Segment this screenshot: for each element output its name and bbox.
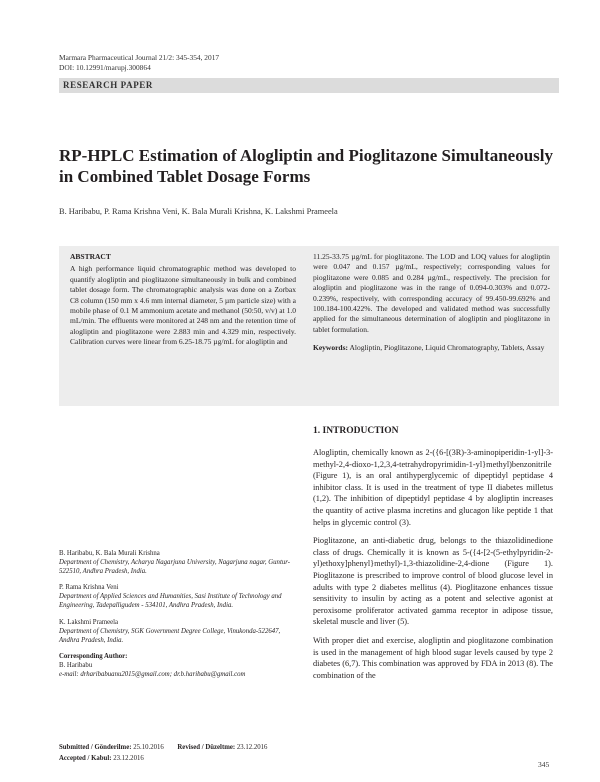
abstract-heading: ABSTRACT	[70, 252, 111, 261]
doi-line: DOI: 10.12991/marupj.300864	[59, 62, 151, 72]
keywords-label: Keywords:	[313, 343, 348, 353]
abstract-text-left: A high performance liquid chromatographic method was developed to quantify alogliptin and pioglitazone simultaneously in bulk and combined tablet dosage form. The chromatographic analysis was done on a Zorbax C8 column (150 mm x 4.6 mm internal diameter, 5 µm particle size) with a mobile phase of 0.1 M ammonium acetate and methanol (50:50, v/v) at 1.0 mL/min. The effluents were monitored at 248 nm and the retention time of alogliptin and pioglitazone were 2.883 min and 4.329 min, respectively. Calibration curves were linear from 6.25-18.75 µg/mL for alogliptin and	[70, 264, 296, 347]
journal-citation	[59, 53, 219, 72]
corresponding-email: e-mail: drharibabuanu2015@gmail.com; dr.b.haribabu@gmail.com	[59, 671, 246, 679]
affiliation-dept: Department of Chemistry, Acharya Nagarjuna University, Nagarjuna nagar, Guntur-522510, Andhra Pradesh, India.	[59, 559, 291, 576]
revised-label: Revised / Düzeltme:	[177, 744, 236, 751]
paper-title: RP-HPLC Estimation of Alogliptin and Pioglitazone Simultaneously in Combined Tablet Dosage Forms	[59, 146, 553, 186]
abstract-column-right	[313, 252, 550, 354]
submitted-date: 25.10.2016	[133, 744, 164, 751]
affiliation-block	[59, 618, 297, 645]
affiliation-names: P. Rama Krishna Veni	[59, 584, 119, 592]
accepted-date: 23.12.2016	[113, 755, 144, 762]
corresponding-name: B. Haribabu	[59, 661, 93, 669]
corresponding-author	[59, 652, 297, 679]
affiliations	[59, 549, 297, 686]
revised-date: 23.12.2016	[236, 744, 268, 751]
introduction-heading: 1. INTRODUCTION	[313, 426, 399, 436]
author-list: B. Haribabu, P. Rama Krishna Veni, K. Bala Murali Krishna, K. Lakshmi Prameela	[59, 207, 338, 216]
section-band	[59, 78, 559, 93]
affiliation-block	[59, 583, 297, 610]
affiliation-block	[59, 549, 297, 576]
affiliation-dept: Department of Chemistry, SGK Government Degree College, Vinukonda-522647, Andhra Pradesh, India.	[59, 627, 281, 644]
submission-dates	[59, 742, 359, 764]
introduction-body	[313, 447, 553, 688]
corresponding-label: Corresponding Author:	[59, 652, 128, 660]
abstract-text-right: 11.25-33.75 µg/mL for pioglitazone. The LOD and LOQ values for alogliptin were 0.047 and 0.157 µg/mL, respectively; corresponding values for pioglitazone were 0.085 and 0.284 µg/mL, respectively. The precision for alogliptin and pioglitazone was in the range of 0.094-0.303% and 0.072-0.239%, respectively, with corresponding accuracy of 99.450-99.692% and 100.184-100.422%. The developed and validated method was successfully applied for the simultaneous determination of alogliptin and pioglitazone in tablet formulation.	[313, 252, 550, 334]
keywords	[313, 343, 550, 353]
journal-citation-line: Marmara Pharmaceutical Journal 21/2: 345-354, 2017	[59, 53, 220, 62]
dates-row-2	[59, 753, 359, 764]
submitted-label: Submitted / Gönderilme:	[59, 744, 132, 751]
keywords-list: Alogliptin, Pioglitazone, Liquid Chromatography, Tablets, Assay	[349, 343, 545, 353]
abstract-column-left	[70, 252, 296, 348]
intro-paragraph-2: Pioglitazone, an anti-diabetic drug, belongs to the thiazolidinedione class of drugs. Chemically it is known as 5-({4-[2-(5-ethylpyridin-2-yl)ethoxy]phenyl}methyl)-1,3-thiazolidine-2,4-dione (Figure 1). Pioglitazone is prescribed to improve control of blood glucose level in adults with type 2 diabetes mellitus (4). Pioglitazone enhances tissue sensitivity to insulin by acting as a potent and selective agonist at peroxisome proliferator activated gamma receptor in adipose tissue, skeletal muscle and liver (5).	[313, 536, 553, 627]
page-number: 345	[538, 760, 550, 769]
section-label: RESEARCH PAPER	[63, 80, 153, 90]
accepted-label: Accepted / Kabul:	[59, 755, 112, 762]
affiliation-names: K. Lakshmi Prameela	[59, 618, 119, 626]
affiliation-dept: Department of Applied Sciences and Humanities, Sasi Institute of Technology and Engineering, Tadepalligudem - 534101, Andhra Pradesh, India.	[59, 593, 282, 610]
affiliation-names: B. Haribabu, K. Bala Murali Krishna	[59, 550, 160, 557]
intro-paragraph-1: Alogliptin, chemically known as 2-({6-[(3R)-3-aminopiperidin-1-yl]-3-methyl-2,4-dioxo-1,2,3,4-tetrahydropyrimidin-1-yl}methyl)benzonitrile (Figure 1), is an oral antihyperglycemic of dipeptidyl peptidase 4 inhibitor class. It is used in the treatment of type II diabetes milletus (1,2). The inhibition of dipeptidyl peptidase 4 by alogliptin increases the quantity of active plasma incretins and glucagon like peptide 1 that helps in glycemic control (3).	[313, 448, 553, 527]
dates-row-1	[59, 742, 359, 753]
intro-paragraph-3: With proper diet and exercise, alogliptin and pioglitazone combination is used in the management of high blood sugar levels caused by type 2 diabetes (6,7). This combination was approved by FDA in 2013 (8). The combination of the	[313, 635, 553, 680]
